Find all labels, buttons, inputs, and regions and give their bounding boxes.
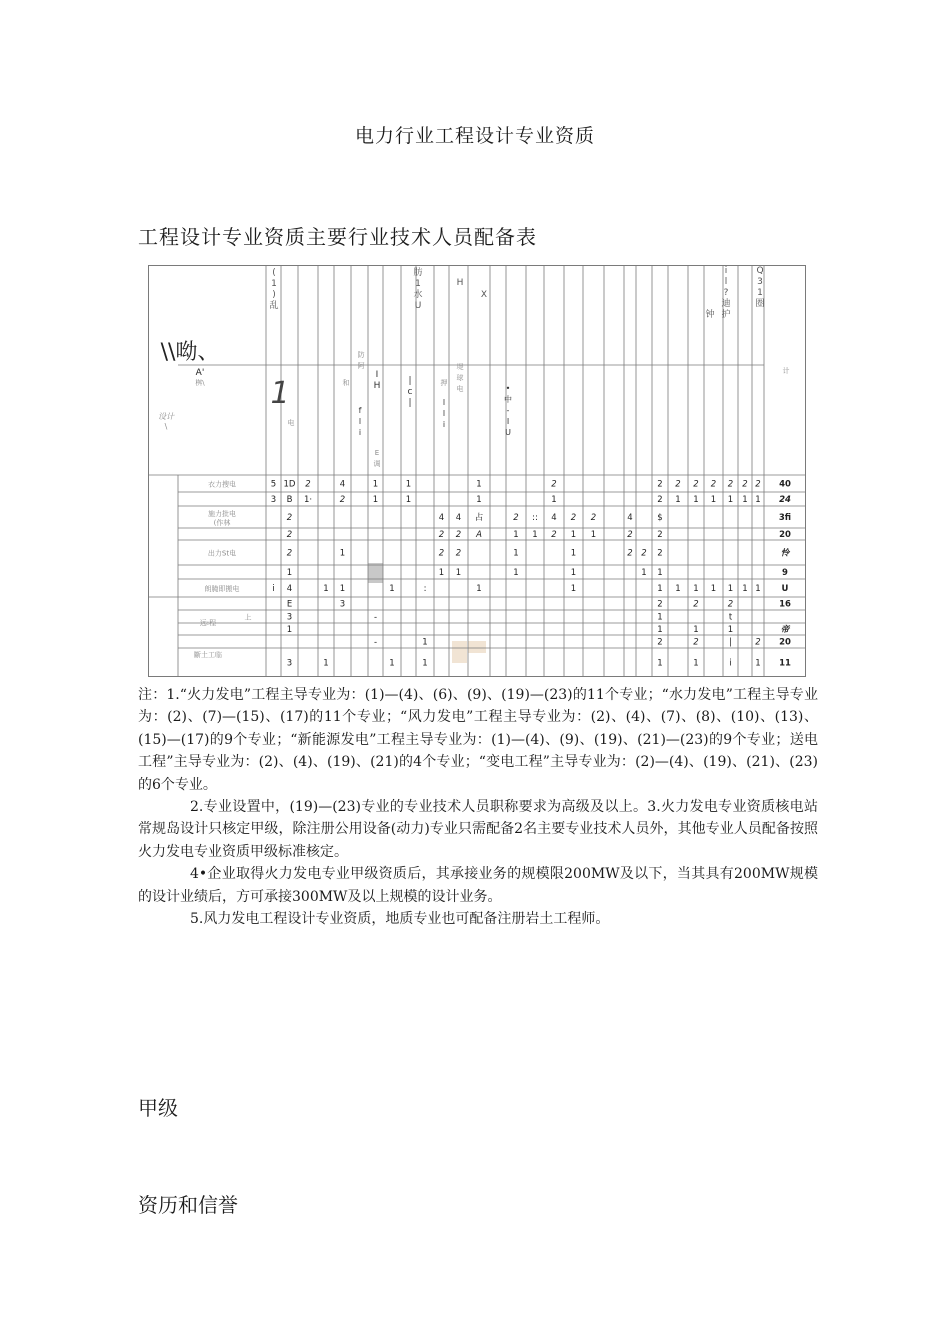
table-cell-value: 2 — [627, 530, 633, 540]
table-cell-value: 1 — [570, 530, 577, 540]
table-cell-value: 2 — [551, 530, 557, 540]
table-cell-value: 1 — [755, 495, 761, 505]
table-cell-value: 1 — [693, 495, 699, 505]
table-cell-value: 2 — [305, 479, 311, 490]
subheader-text: 押 — [440, 379, 448, 387]
table-cell-value: 2 — [455, 530, 462, 540]
subheader-text: - — [506, 406, 510, 415]
row-label: 施力批电 — [208, 510, 236, 518]
table-cell-value: 1 — [339, 584, 346, 594]
column-header-text: X — [480, 290, 488, 300]
table-cell-value: 1 — [513, 548, 519, 559]
table-cell-value: 3 — [286, 612, 293, 623]
table-cell-value: 2 — [657, 495, 663, 505]
table-cell-value: 1 — [372, 495, 379, 505]
column-header-text: ) — [272, 290, 276, 300]
table-cell-value: 2 — [286, 513, 293, 523]
table-cell-value: 1 — [570, 584, 577, 594]
note-3: 4•企业取得火力发电专业甲级资质后，其承接业务的规模限200MW及以下，当其具有200MW规模的设计业绩后，方可承接300MW及以上规模的设计业务。 — [138, 866, 818, 905]
shaded-cell — [468, 641, 486, 653]
table-cell-value: 1 — [476, 479, 482, 490]
corner-text-bottom: 设计 — [158, 412, 174, 421]
corner-text-mid: A' — [195, 368, 205, 378]
table-cell-value: 1 — [422, 637, 428, 648]
corner-text-top: \\呦、 — [160, 340, 220, 365]
row-label: 出力St电 — [207, 549, 237, 558]
notes — [138, 684, 818, 930]
subheader-text: f — [358, 406, 362, 415]
subheader-text: 堤 — [456, 363, 464, 371]
subheader-text: i — [442, 420, 446, 429]
column-header-text: 水 — [413, 290, 423, 300]
table-cell-value: A — [476, 530, 482, 540]
table-cell-value: 1 — [323, 658, 329, 669]
table-cell-value: 1 — [286, 625, 293, 635]
column-header-text: Q — [756, 266, 764, 276]
subheader-text: 和 — [342, 379, 350, 387]
column-header-text: 圈 — [755, 299, 765, 309]
table-cell-value: - — [373, 612, 378, 623]
table-cell-value: 3 — [270, 495, 277, 505]
table-cell-value: 1 — [693, 584, 699, 594]
table-cell-value: 1 — [339, 548, 346, 559]
table-cell-value: 2 — [727, 479, 734, 490]
table-cell-value: $ — [657, 513, 663, 523]
table-cell-value: 1 — [657, 625, 663, 635]
table-cell-value: 1D — [283, 479, 296, 490]
table-cell-value: 帝 — [780, 625, 790, 635]
subheader-text: 防 — [357, 351, 365, 359]
table-cell-value: 1 — [742, 495, 748, 505]
table-cell-value: 2 — [286, 530, 293, 540]
table-cell-value: 2 — [590, 513, 597, 523]
page-title: 电力行业工程设计专业资质 — [354, 125, 595, 147]
subheader-text: | — [408, 398, 412, 408]
table-cell-value: 2 — [742, 479, 748, 490]
table-cell-value: 1 — [323, 584, 329, 594]
table-cell-value: 2 — [657, 637, 663, 648]
table-cell-value: t — [728, 612, 733, 623]
table-cell-value: :: — [532, 513, 538, 523]
column-header-text: 1 — [757, 288, 763, 298]
table-cell-value: 1 — [405, 479, 412, 490]
table-cell-value: E — [286, 599, 293, 610]
table-cell-value: 1 — [755, 658, 761, 669]
table-cell-value: 1 — [372, 479, 379, 490]
column-header-text: ? — [723, 288, 729, 298]
table-cell-value: 1 — [657, 584, 663, 594]
row-label: 朗腌即搬电 — [204, 585, 240, 593]
table-cell-value: 2 — [513, 513, 519, 523]
table-cell-value: 1 — [438, 568, 445, 578]
table-cell-value: 2 — [455, 548, 462, 559]
subheader-text: 电 — [287, 419, 295, 427]
table-cell-value: 4 — [339, 479, 346, 490]
table-cell-value: 4 — [551, 513, 557, 523]
row-label: (作林 — [213, 519, 231, 527]
table-cell-value: 2 — [657, 479, 663, 490]
table-cell-value: i — [272, 584, 275, 594]
note-4: 5.风力发电工程设计专业资质，地质专业也可配备注册岩土工程师。 — [190, 911, 610, 928]
subheader-text: c — [407, 387, 413, 397]
table-cell-value: 2 — [710, 479, 717, 490]
staff-requirement-table — [148, 265, 806, 677]
column-header-text: 1 — [415, 279, 421, 289]
row-label: 衣力搜电 — [208, 480, 236, 489]
table-cell-value: 20 — [779, 637, 791, 648]
column-header-text: H — [456, 278, 464, 288]
table-cell-value: 1 — [755, 584, 761, 594]
table-cell-value: 2 — [693, 479, 699, 490]
table-cell-value: 2 — [657, 530, 663, 540]
table-cell-value: 1 — [657, 568, 663, 578]
table-cell-value: 4 — [438, 513, 445, 523]
column-header-text: 钟 — [705, 310, 715, 320]
table-cell-value: 9 — [782, 568, 788, 578]
subheader-text: 阿 — [357, 362, 365, 370]
table-cell-value: 3 — [286, 658, 293, 669]
table-cell-value: 1 — [710, 584, 717, 594]
table-cell-value: 1 — [693, 658, 699, 669]
table-cell-value: 24 — [779, 495, 791, 505]
column-header-text: i — [724, 266, 728, 276]
table-cell-value: 2 — [551, 479, 557, 490]
table-cell-value: 怜 — [780, 548, 790, 559]
table-cell-value: | — [729, 637, 732, 648]
table-cell-value: 1 — [657, 658, 663, 669]
column-header-text: 3 — [757, 277, 763, 287]
subheader-text: l — [442, 398, 446, 407]
table-cell-value: 1 — [389, 584, 395, 594]
column-header-text: 护 — [721, 310, 731, 320]
table-cell-value: 2 — [693, 637, 699, 648]
table-cell-value: 11 — [779, 658, 791, 669]
table-cell-value: 1 — [710, 495, 717, 505]
table-cell-value: 1 — [727, 584, 734, 594]
row-group-label: 斷土工临 — [194, 651, 222, 659]
subheader-text: I — [506, 417, 510, 426]
table-cell-value: 2 — [570, 513, 577, 523]
table-cell-value: 1 — [389, 658, 395, 669]
subheader-text: | — [408, 376, 412, 386]
table-cell-value: 2 — [675, 479, 681, 490]
table-title: 工程设计专业资质主要行业技术人员配备表 — [138, 225, 537, 249]
column-header-text: l — [724, 277, 728, 287]
column-header-text: ( — [272, 268, 276, 278]
note-1: 注：1.“火力发电”工程主导专业为：(1)—(4)、(6)、(9)、(19)—(23)的11个专业；“水力发电”工程主导专业为：(2)、(7)—(15)、(17)的11个专业；“风力发电”工程主导专业为：(2)、(4)、(7)、(8)、(10)、(13)、(15)—(17)的9个专业；“新能源发电”工程主导专业为：(1)—(4)、(9)、(19)、(21)—(23)的9个专业；送电工程”主导专业为：(2)、(4)、(19)、(21)的4个专业；“变电工程”主导专业为：(2)—(4)、(19)、(21)、(23)的6个专业。 — [138, 687, 818, 793]
table-cell-value: 1 — [742, 584, 748, 594]
table-cell-value: 2 — [657, 599, 663, 610]
table-cell-value: U — [781, 584, 789, 594]
table-cell-value: 1 — [551, 495, 557, 505]
table-cell-value: 4 — [627, 513, 633, 523]
table-cell-value: 1 — [532, 530, 538, 540]
table-cell-value: 4 — [286, 584, 293, 594]
subheader-text: H — [373, 381, 381, 391]
table-cell-value: 1 — [727, 625, 734, 635]
table-cell-value: 2 — [657, 548, 663, 559]
section-heading-credit: 资历和信誉 — [138, 1193, 238, 1217]
table-cell-value: 1 — [476, 584, 482, 594]
table-cell-value: 1 — [641, 568, 647, 578]
table-cell-value: 1 — [570, 548, 577, 559]
table-cell-value: 1 — [476, 495, 482, 505]
table-cell-value: 1· — [303, 495, 313, 505]
table-cell-value: 1 — [455, 568, 462, 578]
shaded-cell — [452, 641, 467, 663]
table-cell-value: 1 — [513, 530, 519, 540]
table-cell-value: 2 — [438, 530, 445, 540]
corner-text-bottom-sub: \ — [164, 422, 168, 431]
column-header-text: 肪 — [413, 268, 423, 278]
table-cell-value: 2 — [693, 599, 699, 610]
row-sub-label: 上 — [244, 613, 252, 622]
column-header-text: 乱 — [269, 301, 279, 311]
table-cell-value: 1 — [513, 568, 519, 578]
subheader-text: 调 — [373, 460, 381, 468]
column-header-text: U — [414, 301, 422, 311]
table-cell-value: 3 — [339, 599, 346, 610]
table-cell-value: 1 — [675, 495, 681, 505]
table-cell-value: 16 — [779, 599, 791, 610]
shaded-cell — [368, 563, 383, 583]
table-cell-value: - — [373, 637, 378, 648]
subheader-text: U — [505, 428, 511, 437]
subheader-text: 计 — [782, 367, 790, 375]
table-cell-value: 2 — [286, 548, 293, 559]
column-header-text: 迪 — [721, 299, 731, 309]
table-cell-value: 1 — [286, 568, 293, 578]
table-cell-value: i — [729, 658, 732, 669]
table-cell-value: 1 — [675, 584, 681, 594]
table-cell-value: 20 — [779, 530, 791, 540]
table-cell-value: 2 — [438, 548, 445, 559]
corner-text-mid-sub: 桝\ — [195, 379, 205, 387]
table-cell-value: 1 — [727, 495, 734, 505]
table-cell-value: 40 — [779, 479, 791, 490]
table-cell-value: 5 — [270, 479, 277, 490]
table-cell-value: 2 — [627, 548, 633, 559]
section-heading-grade: 甲级 — [138, 1096, 178, 1120]
table-cell-value: 3fi — [778, 513, 792, 523]
subheader-text: 1 — [270, 376, 290, 411]
table-cell-value: 1 — [405, 495, 412, 505]
table-cell-value: 2 — [755, 637, 761, 648]
table-cell-value: 2 — [727, 599, 734, 610]
table-cell-value: 1 — [570, 568, 577, 578]
table-cell-value: 1 — [693, 625, 699, 635]
subheader-text: • — [505, 384, 511, 393]
subheader-text: l — [442, 409, 446, 418]
table-cell-value: 2 — [755, 479, 761, 490]
table-cell-value: : — [423, 584, 427, 594]
subheader-text: E — [374, 449, 380, 457]
subheader-text: i — [358, 428, 362, 437]
table-cell-value: 2 — [339, 495, 346, 505]
table-cell-value: B — [286, 495, 293, 505]
subheader-text: 球 — [456, 374, 464, 382]
table-cell-value: 4 — [455, 513, 462, 523]
subheader-text: l — [358, 417, 362, 426]
table-cell-value: 2 — [641, 548, 647, 559]
note-2: 2.专业设置中，(19)—(23)专业的专业技术人员职称要求为高级及以上。3.火力发电专业资质核电站常规岛设计只核定甲级，除注册公用设备(动力)专业只需配备2名主要专业技术人员外，其他专业人员配备按照火力发电专业资质甲级标准核定。 — [138, 799, 818, 860]
row-group-label: 远:程 — [199, 619, 217, 627]
table-cell-value: 占 — [474, 513, 484, 523]
subheader-text: 中 — [504, 395, 512, 404]
subheader-text: 电 — [456, 385, 464, 393]
table-cell-value: 1 — [422, 658, 428, 669]
table-cell-value: 1 — [590, 530, 597, 540]
subheader-text: I — [375, 370, 379, 380]
table-cell-value: 1 — [657, 612, 663, 623]
column-header-text: 1 — [271, 279, 277, 289]
